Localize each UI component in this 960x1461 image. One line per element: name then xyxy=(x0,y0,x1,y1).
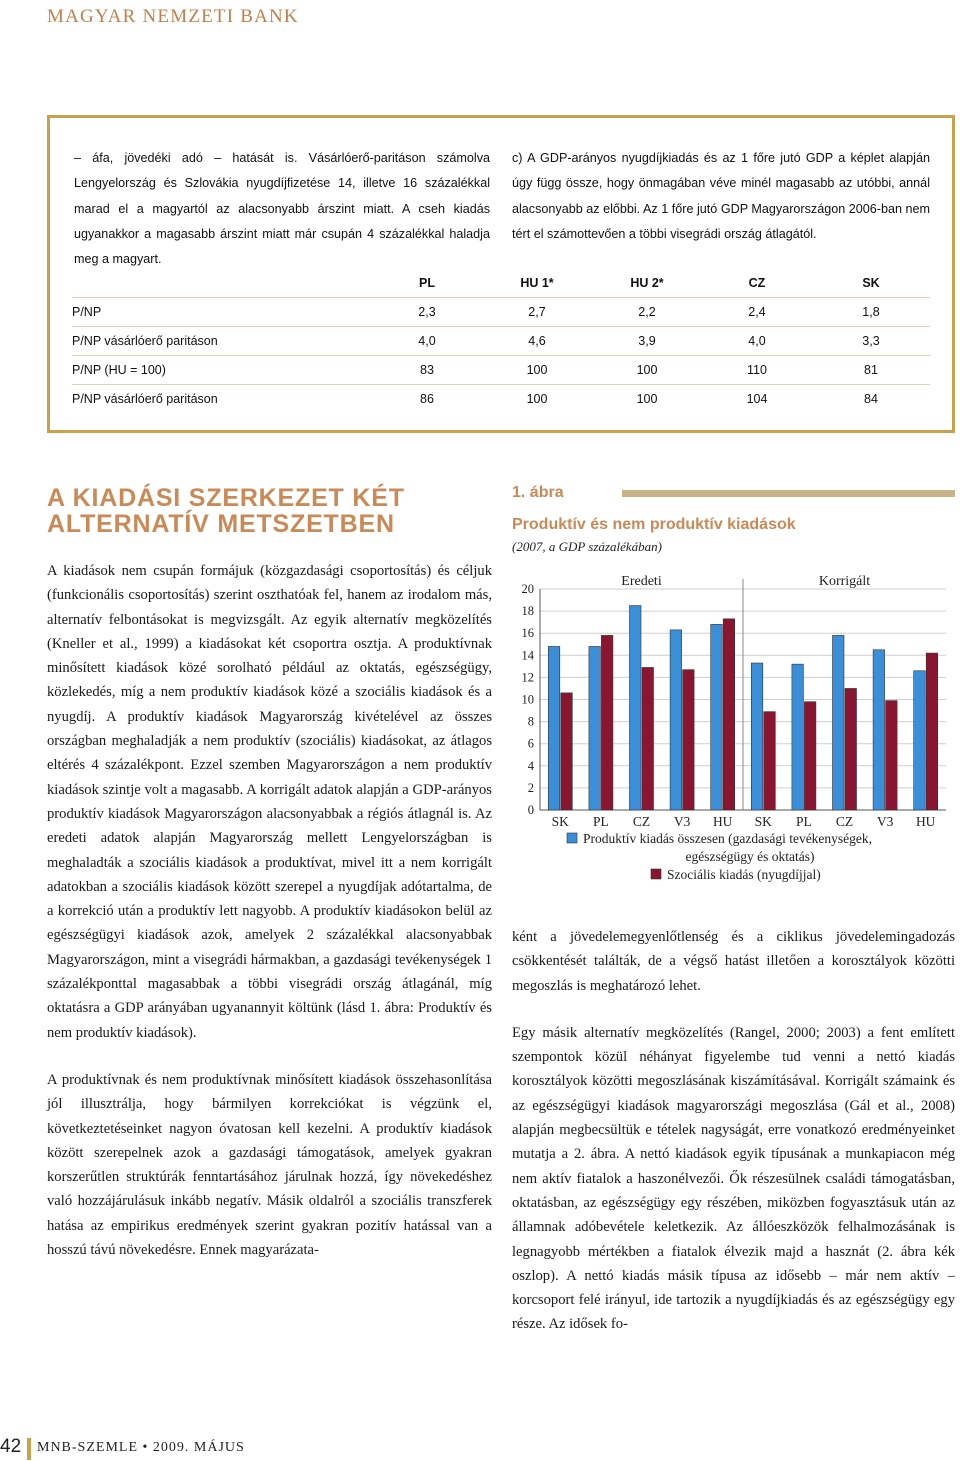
table-cell: 2,4 xyxy=(702,298,812,327)
table-cell: 100 xyxy=(526,392,548,406)
legend-swatch-productive xyxy=(567,833,577,843)
table-cell: P/NP vásárlóerő paritáson xyxy=(72,327,372,356)
figure-rule xyxy=(622,490,955,497)
bar-productive xyxy=(589,646,601,810)
bar-productive xyxy=(630,606,642,810)
x-tick-label: SK xyxy=(754,814,772,829)
table-header-row xyxy=(72,269,930,298)
table-cell: 3,9 xyxy=(592,327,702,356)
table-cell: 86 xyxy=(420,392,434,406)
table-cell: 4,6 xyxy=(482,327,592,356)
bar-social xyxy=(804,702,816,810)
table-row xyxy=(72,356,930,385)
table-row xyxy=(72,385,930,414)
y-tick-label: 14 xyxy=(521,648,534,663)
table-cell: P/NP (HU = 100) xyxy=(72,356,372,385)
table-cell: 100 xyxy=(592,356,702,385)
bar-productive xyxy=(548,646,560,810)
paragraph: A produktívnak és nem produktívnak minősített kiadások összehasonlítása jól illusztrálja, hogy bármilyen korrekciókat is végzünk el, következtetéseinket nagyon óvatosan kell kezelni. A produktív kiadások között szerepelnek azok a gazdasági támogatások, amelyek gyakran korszerűtlen struktúrák fenntartásához járulnak hozzá, így növekedéshez való hozzájárulásuk inkább negatív. Másik oldalról a szociális transzferek hatása az empirikus eredmények szerint gyakran pozitív hatással van a hosszú távú növekedésre. Ennek magyarázata- xyxy=(47,1071,492,1259)
table-cell: 84 xyxy=(864,392,878,406)
y-tick-label: 18 xyxy=(521,604,534,619)
x-tick-label: V3 xyxy=(673,814,691,829)
table-cell: 1,8 xyxy=(812,298,930,327)
legend-swatch-social xyxy=(651,869,661,879)
y-tick-label: 4 xyxy=(527,758,534,773)
bar-productive xyxy=(792,664,804,810)
y-tick-label: 8 xyxy=(527,714,534,729)
footer-divider xyxy=(27,1438,31,1460)
paragraph: A kiadások nem csupán formájuk (közgazdasági csoportosítás) és céljuk (funkcionális csoportosítás) szerint oszthatóak fel, hanem az irodalom más, alternatív felbontásokat is megvizsgált. Az egyik alternatív megközelítés (Kneller et al., 1999) a kiadásokat két csoportra osztja. A produktívnak minősített kiadások közé sorolható például az oktatás, egészségügy, közlekedés, míg a nem produktív kiadások közé a szociális kiadások és a nyugdíj. A produktív kiadások Magyarország kivételével az összes országban meghaladják a nem produktív (szociális) kiadásokat, az átlagos eltérés 4 százalékpont. Ezzel szemben Magyarországon a nem produktív kiadások szintje volt a magasabb. A korrigált adatok alapján a GDP-arányos produktív kiadások Magyarországon alacsonyabbak a régiós átlagnál is. Az eredeti adatok alapján Magyarország mellett Lengyelországban is meghaladták a szociális kiadások a produktívat, mivel itt a nem korrigált adatokban a szociális kiadások között szerepel a nyugdíjak adótartalma, de a korrekció után a produktív lett nagyobb. A produktív kiadásokon belül az egészségügyi kiadások azok, amelyek 2 százalékkal alacsonyabbak Magyarországon, mint a visegrádi hármakban, a gazdasági tevékenységek 1 százalékponttal magasabbak a többi visegrádi ország átlagánál, míg oktatásra a GDP arányában ugyanannyit költünk (lásd 1. ábra: Produktív és nem produktív kiadások). xyxy=(47,563,492,1041)
page-number: 42 xyxy=(0,1436,22,1457)
right-column-text xyxy=(512,925,955,1360)
section-title: A KIADÁSI SZERKEZET KÉT ALTERNATÍV METSZETBEN xyxy=(47,484,405,538)
table-cell: 4,0 xyxy=(702,327,812,356)
bar-productive xyxy=(914,671,926,810)
table-cell: 2,7 xyxy=(482,298,592,327)
table-cell: 83 xyxy=(372,356,482,385)
bar-chart xyxy=(505,565,955,895)
bar-productive xyxy=(751,663,763,810)
chart-grid xyxy=(540,579,946,810)
figure-title: Produktív és nem produktív kiadások xyxy=(512,516,796,533)
table-header: SK xyxy=(812,269,930,298)
x-tick-label: HU xyxy=(712,814,733,829)
y-tick-label: 10 xyxy=(521,692,534,707)
table-row xyxy=(72,298,930,327)
bar-social xyxy=(845,688,857,810)
bar-productive xyxy=(670,630,682,810)
paragraph: ként a jövedelemegyenlőtlenség és a ciklikus jövedelemingadozás csökkentését találták, de a végső hatást illetően a korosztályok közötti megoszlás is meghatározó lehet. xyxy=(512,929,955,994)
table-cell: 2,3 xyxy=(372,298,482,327)
data-table xyxy=(72,269,930,413)
x-tick-label: CZ xyxy=(835,814,854,829)
y-tick-label: 6 xyxy=(527,736,534,751)
bar-productive xyxy=(711,624,723,810)
x-tick-label: SK xyxy=(551,814,569,829)
bar-social xyxy=(926,653,938,810)
table-cell: 4,0 xyxy=(372,327,482,356)
group-label: Korrigált xyxy=(818,574,871,589)
box-left-text: – áfa, jövedéki adó – hatását is. Vásárlóerő-paritáson számolva Lengyelország és Szlovákia nyugdíjfizetése 14, illetve 16 százalékkal marad el a magyartól az alacsonyabb árszint miatt. A cseh kiadás ugyanakkor a magasabb árszint miatt már csupán 4 százalékkal haladja meg a magyart. xyxy=(74,151,490,267)
bar-social xyxy=(601,635,613,810)
table-cell: 100 xyxy=(482,356,592,385)
y-tick-label: 0 xyxy=(527,803,534,817)
table-header: HU 2* xyxy=(592,269,702,298)
table-cell: 81 xyxy=(812,356,930,385)
x-tick-label: CZ xyxy=(632,814,651,829)
x-tick-label: PL xyxy=(593,814,609,829)
bar-social xyxy=(723,619,735,810)
table-header xyxy=(72,269,372,298)
bar-social xyxy=(642,667,654,810)
figure-subtitle: (2007, a GDP százalékában) xyxy=(512,539,662,554)
y-tick-label: 20 xyxy=(521,582,534,596)
y-tick-label: 12 xyxy=(521,670,534,685)
bar-productive xyxy=(833,635,845,810)
table-row xyxy=(72,327,930,356)
y-tick-label: 16 xyxy=(521,626,534,641)
table-cell: 3,3 xyxy=(812,327,930,356)
box-right-text: c) A GDP-arányos nyugdíjkiadás és az 1 főre jutó GDP a képlet alapján úgy függ össze, hogy önmagában véve minél magasabb az utóbbi, annál alacsonyabb az előbbi. Az 1 főre jutó GDP Magyarországon 2006-ban nem tért el számottevően a többi visegrádi ország átlagától. xyxy=(512,151,930,241)
table-cell: 100 xyxy=(636,392,658,406)
x-tick-label: PL xyxy=(796,814,812,829)
x-tick-label: HU xyxy=(915,814,936,829)
bar-social xyxy=(683,670,695,810)
table-header: PL xyxy=(372,269,482,298)
journal-name: MNB-SZEMLE • 2009. MÁJUS xyxy=(37,1440,245,1455)
masthead: MAGYAR NEMZETI BANK xyxy=(47,6,299,27)
left-column-text xyxy=(47,559,492,1285)
table-cell: 110 xyxy=(702,356,812,385)
chart-legend xyxy=(567,831,872,882)
bar-social xyxy=(886,701,898,810)
bar-social xyxy=(764,712,776,810)
figure-number: 1. ábra xyxy=(512,484,564,501)
paragraph: Egy másik alternatív megközelítés (Rangel, 2000; 2003) a fent említett szempontok közül néhányat figyelembe tud venni a nettó kiadás korosztályok közötti megoszlásának kiszámításával. Korrigált számaink és az egészségügyi kiadások magyarországi megoszlása (Gál et al., 2008) alapján megbecsültük e tételek nagyságát, erre vonatkozó eredményeinket mutatja a 2. ábra. A nettó kiadások egyik típusának a munkapiacon még nem aktív fiatalok a haszonélvezői. Ők részesülnek családi támogatásban, oktatásban, az egészségügy egy részében, miközben fogyasztásuk után az államnak adóbevétele keletkezik. Az állóeszközök felhalmozásának is legnagyobb mértékben a fiatalok élvezik majd a hasznát (2. ábra kék oszlop). A nettó kiadás másik típusa az idősebb – már nem aktív – korcsoport felé irányul, ide tartozik a nyugdíjkiadás és az egészségügy egy része. Az idősek fo- xyxy=(512,1024,955,1333)
table-cell: 2,2 xyxy=(592,298,702,327)
group-label: Eredeti xyxy=(621,574,662,589)
y-tick-label: 2 xyxy=(527,780,534,795)
x-tick-label: V3 xyxy=(876,814,894,829)
table-cell: P/NP xyxy=(72,298,372,327)
legend-label-social: Szociális kiadás (nyugdíjjal) xyxy=(667,867,821,882)
table-cell: 104 xyxy=(746,392,768,406)
bar-social xyxy=(561,693,573,810)
legend-label-productive: Produktív kiadás összesen (gazdasági tevékenységek, xyxy=(583,831,873,846)
legend-label-productive-cont: egészségügy és oktatás) xyxy=(685,849,815,864)
bar-productive xyxy=(873,650,885,810)
table-header: HU 1* xyxy=(482,269,592,298)
table-header: CZ xyxy=(702,269,812,298)
table-cell: P/NP vásárlóerő paritáson xyxy=(72,392,218,406)
